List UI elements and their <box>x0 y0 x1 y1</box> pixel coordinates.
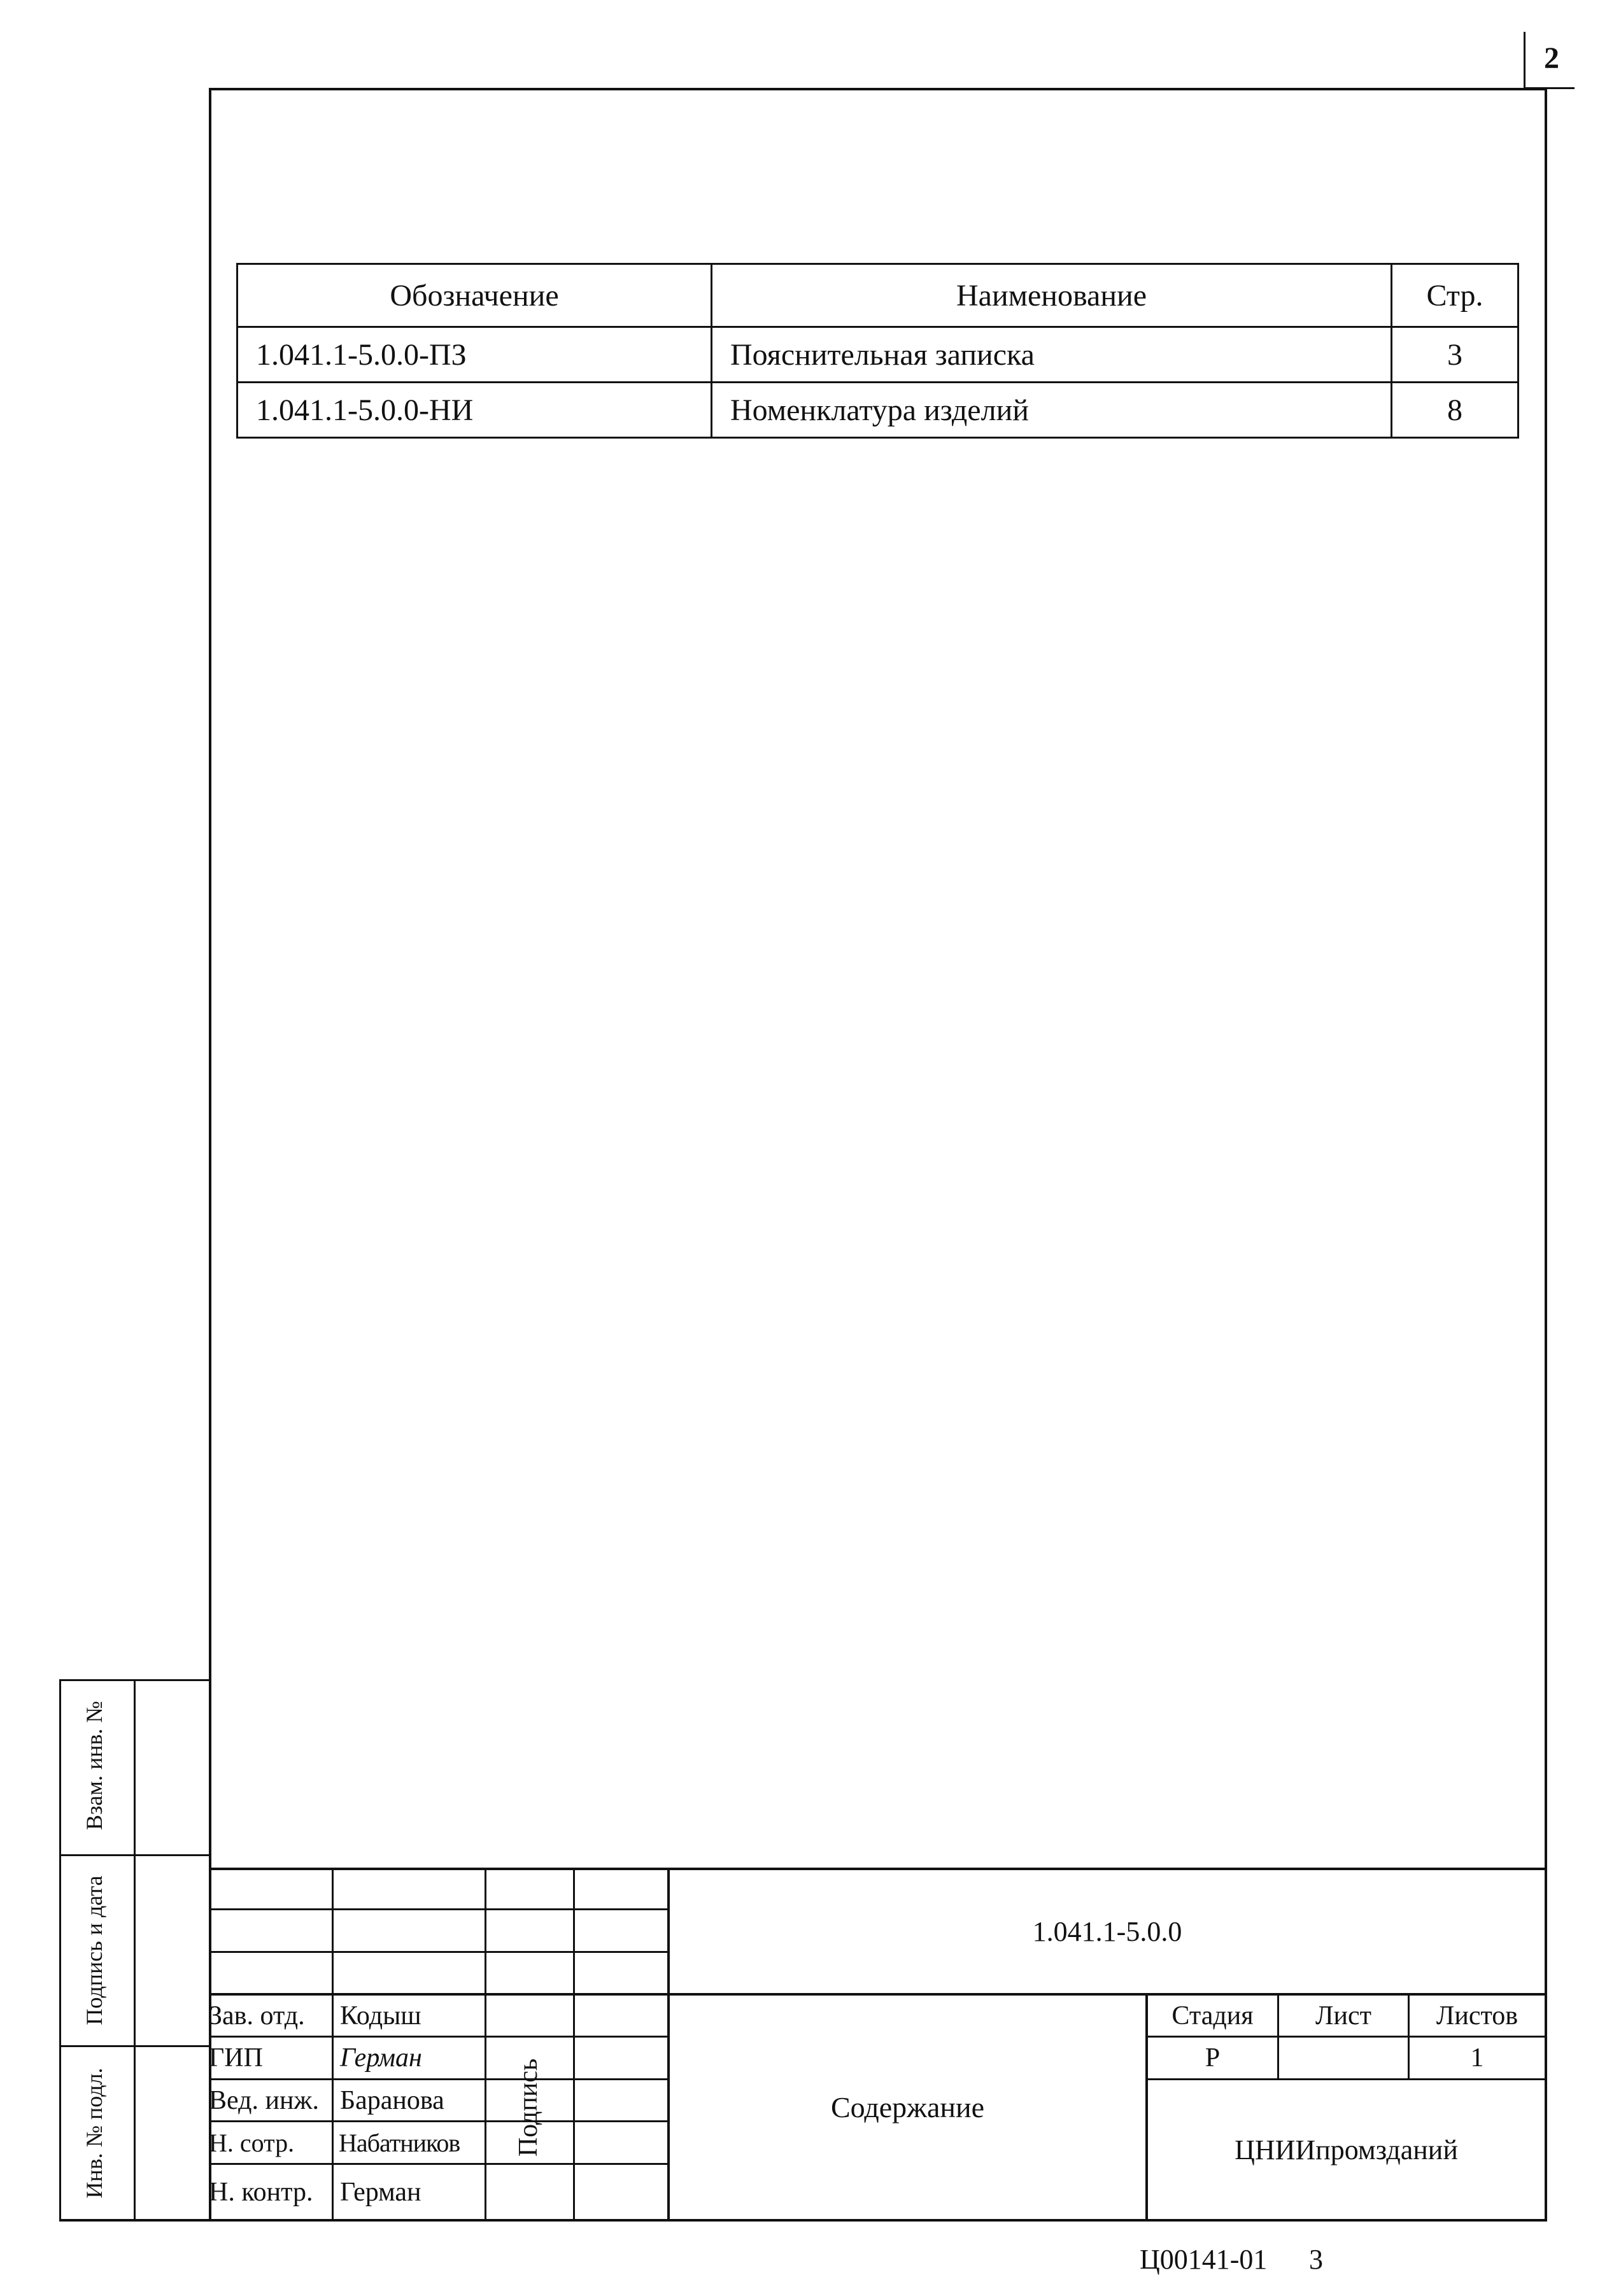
row-page: 8 <box>1392 383 1518 438</box>
original-inv-label: Инв. № подл. <box>81 2067 107 2199</box>
document-code: 1.041.1-5.0.0 <box>1032 1916 1182 1947</box>
role-name: Герман <box>340 2177 421 2207</box>
frame-left <box>209 88 211 2222</box>
frame-right <box>1545 88 1547 2222</box>
role-label: Н. сотр. <box>209 2128 295 2157</box>
sheets-value: 1 <box>1470 2043 1484 2073</box>
contents-header-row <box>237 264 1518 327</box>
header-page: Стр. <box>1392 264 1518 327</box>
document-title: Содержание <box>830 2091 985 2123</box>
sheet-value <box>1279 2038 1408 2078</box>
stage-value: Р <box>1205 2043 1221 2073</box>
row-name: Номенклатура изделий <box>712 383 1392 438</box>
table-row <box>237 327 1518 383</box>
role-label: Зав. отд. <box>209 2001 305 2031</box>
role-label: Вед. инж. <box>209 2085 319 2115</box>
header-designation: Обозначение <box>237 264 712 327</box>
signature-date-label: Подпись и дата <box>81 1875 107 2025</box>
row-name: Пояснительная записка <box>712 327 1392 383</box>
frame-top <box>209 88 1547 90</box>
sheets-label: Листов <box>1436 2001 1518 2031</box>
row-designation: 1.041.1-5.0.0-НИ <box>237 383 712 438</box>
role-label: ГИП <box>209 2043 263 2073</box>
footer-page: 3 <box>1309 2244 1323 2275</box>
stage-label: Стадия <box>1172 2001 1254 2031</box>
replacement-inv-label: Взам. инв. № <box>81 1701 107 1830</box>
row-page: 3 <box>1392 327 1518 383</box>
row-designation: 1.041.1-5.0.0-ПЗ <box>237 327 712 383</box>
organization-name: ЦНИИпромзданий <box>1235 2134 1458 2166</box>
contents-table <box>236 263 1519 439</box>
role-name: Герман <box>340 2043 422 2073</box>
role-label: Н. контр. <box>209 2177 313 2207</box>
signature-column-label: Подпись <box>514 2058 543 2157</box>
sheet-label: Лист <box>1315 2001 1371 2031</box>
role-name: Баранова <box>340 2085 444 2115</box>
role-name: Кодыш <box>340 2001 421 2031</box>
table-row <box>237 383 1518 438</box>
page-number: 2 <box>1544 41 1559 75</box>
role-name: Набатников <box>339 2128 460 2157</box>
page-number-divider <box>1524 32 1525 89</box>
footer-code: Ц00141-01 <box>1140 2244 1268 2275</box>
frame-bottom <box>59 2219 1547 2222</box>
header-name: Наименование <box>712 264 1392 327</box>
